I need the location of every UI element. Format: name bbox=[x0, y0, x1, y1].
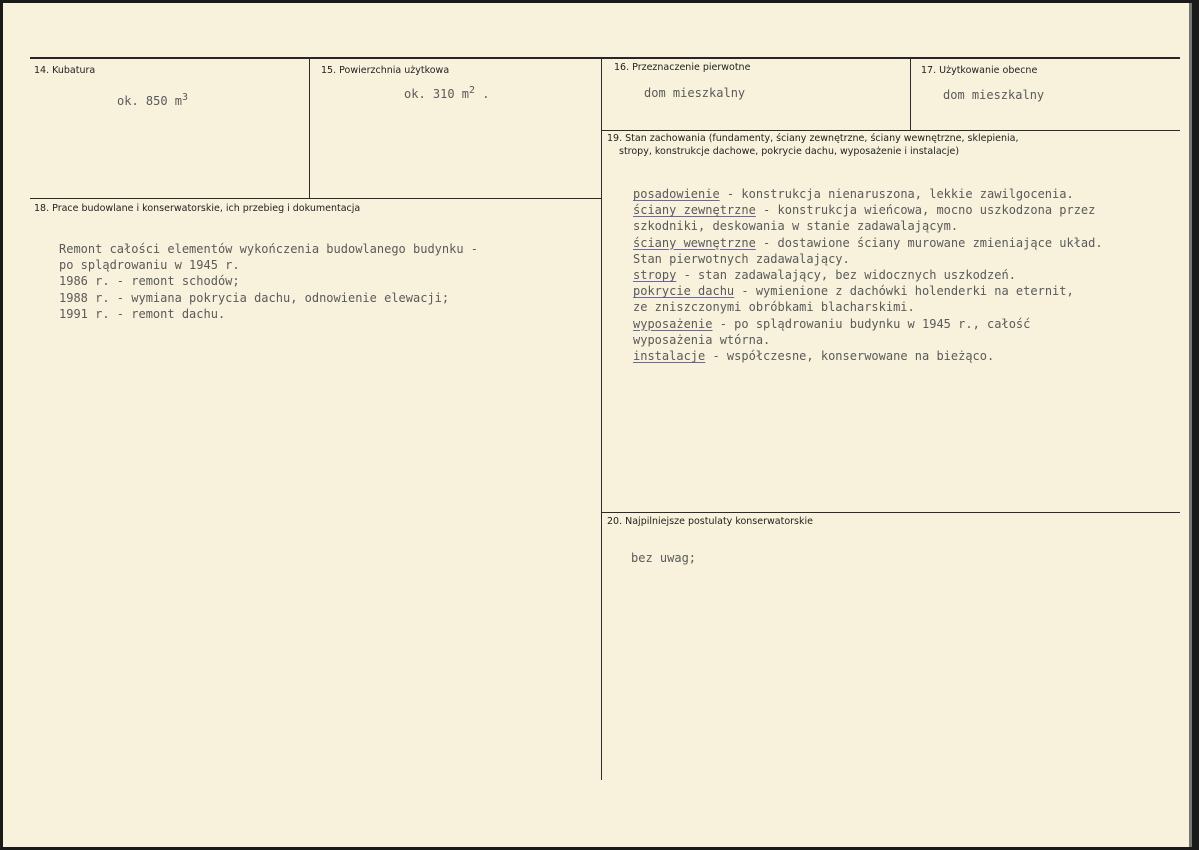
field-14-value: ok. 850 $m^3$ bbox=[117, 92, 189, 108]
text-line: 1991 r. - remont dachu. bbox=[59, 306, 226, 321]
divider-16-17 bbox=[910, 58, 911, 130]
text-line: po splądrowaniu w 1945 r. bbox=[59, 258, 240, 273]
entry-pokrycie-dachu: pokrycie dachu - wymienione z dachówki holenderki na eternit, bbox=[633, 284, 1074, 299]
field-20-label: 20. Najpilniejsze postulaty konserwatorskie bbox=[607, 516, 813, 527]
field-19-label: 19. Stan zachowania (fundamenty, ściany zewnętrzne, ściany wewnętrzne, sklepienia, stropy, konstrukcje dachowe, pokrycie dachu, wyposażenie i instalacje) bbox=[607, 133, 1019, 157]
field-17-label: 17. Użytkowanie obecne bbox=[921, 65, 1038, 76]
rule-under-14-15 bbox=[30, 198, 601, 199]
entry-sciany-wewnetrzne-cont: Stan pierwotnych zadawalający. bbox=[633, 251, 850, 266]
text-line: 1986 r. - remont schodów; bbox=[59, 274, 240, 289]
field-15-value: ok. 310 $m^2$ . bbox=[404, 85, 490, 101]
entry-wyposazenie: wyposażenie - po splądrowaniu budynku w 1945 r., całość bbox=[633, 316, 1031, 331]
inventory-card-page bbox=[3, 3, 1192, 847]
field-16-value: dom mieszkalny bbox=[644, 86, 746, 100]
divider-14-15 bbox=[309, 58, 310, 198]
field-20-value: bez uwag; bbox=[631, 551, 697, 565]
entry-wyposazenie-cont: wyposażenia wtórna. bbox=[633, 332, 771, 347]
entry-sciany-zewnetrzne: ściany zewnętrzne - konstrukcja wieńcowa, mocno uszkodzona przez bbox=[633, 203, 1096, 218]
text-line: Remont całości elementów wykończenia budowlanego budynku - bbox=[59, 242, 479, 256]
field-18-text bbox=[59, 241, 478, 322]
field-17-value: dom mieszkalny bbox=[943, 88, 1045, 102]
entry-instalacje: instalacje - współczesne, konserwowane na bieżąco. bbox=[633, 349, 995, 364]
rule-above-20 bbox=[601, 512, 1180, 513]
entry-sciany-zewnetrzne-cont: szkodniki, deskowania w stanie zadawalającym. bbox=[633, 219, 959, 234]
field-18-label: 18. Prace budowlane i konserwatorskie, ich przebieg i dokumentacja bbox=[34, 203, 361, 214]
top-rule bbox=[30, 57, 1180, 59]
rule-under-16-17 bbox=[601, 130, 1180, 131]
entry-pokrycie-dachu-cont: ze zniszczonymi obróbkami blacharskimi. bbox=[633, 300, 915, 315]
entry-stropy: stropy - stan zadawalający, bez widocznych uszkodzeń. bbox=[633, 268, 1016, 283]
entry-sciany-wewnetrzne: ściany wewnętrzne - dostawione ściany murowane zmieniające układ. bbox=[633, 235, 1103, 250]
field-15-label: 15. Powierzchnia użytkowa bbox=[321, 65, 450, 76]
divider-main bbox=[601, 58, 602, 780]
text-line: 1988 r. - wymiana pokrycia dachu, odnowienie elewacji; bbox=[59, 290, 450, 305]
entry-posadowienie: posadowienie - konstrukcja nienaruszona, lekkie zawilgocenia. bbox=[633, 187, 1074, 201]
field-19-entries bbox=[633, 186, 1103, 364]
field-16-label: 16. Przeznaczenie pierwotne bbox=[614, 62, 751, 73]
field-14-label: 14. Kubatura bbox=[34, 65, 96, 76]
